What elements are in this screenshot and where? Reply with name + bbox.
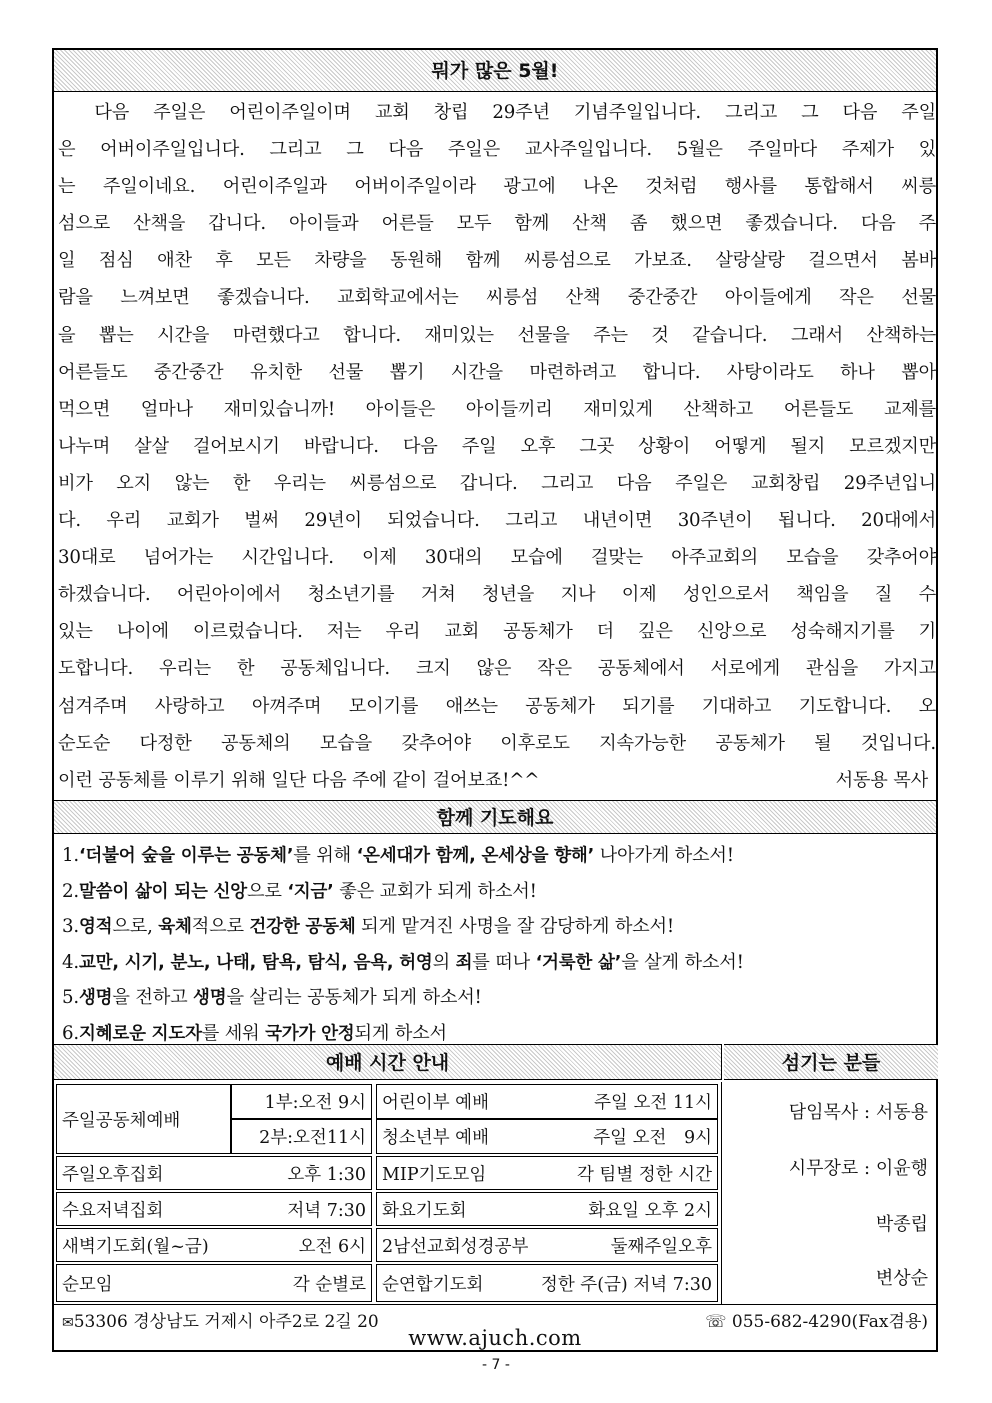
- prayer-text: 를 세워: [201, 1022, 266, 1044]
- article-last-line: [58, 762, 936, 799]
- article-line: 은 어버이주일입니다. 그리고 그 다음 주일은 교사주일입니다. 5월은 주일마다 주제가 있: [58, 139, 936, 161]
- servants-list: [724, 1082, 938, 1304]
- article-line: 는 주일이네요. 어린이주일과 어버이주일이라 광고에 나온 것처럼 행사를 통합해서 씨릉: [58, 176, 936, 198]
- prayer-item: [62, 874, 932, 910]
- prayer-text: 되게 하소서: [354, 1022, 447, 1044]
- article-line: 섬겨주며 사랑하고 아껴주며 모이기를 애쓰는 공동체가 되기를 기대하고 기도합니다. 오: [58, 695, 936, 717]
- prayer-text: 국가가 안정: [265, 1023, 355, 1044]
- prayer-text: 의: [432, 951, 456, 973]
- prayer-text: 을 살게 하소서!: [621, 951, 744, 973]
- prayer-item: [62, 838, 932, 874]
- prayer-text: 으로,: [112, 916, 159, 937]
- schedule-row: 주일오후집회 오후 1:30: [56, 1156, 372, 1190]
- prayer-item: [62, 909, 932, 945]
- bulletin-frame: [52, 48, 938, 1352]
- schedule-table: [54, 1082, 722, 1304]
- footer: [54, 1304, 936, 1351]
- prayer-text: 생명: [193, 988, 227, 1008]
- schedule-row: 새벽기도회(월~금) 오전 6시: [56, 1228, 372, 1262]
- article-title: 뭐가 많은 5월!: [54, 50, 936, 92]
- article-line: 먹으면 얼마나 재미있습니까! 아이들은 아이들끼리 재미있게 산책하고 어른들도 교제를: [58, 398, 936, 420]
- prayer-text: ‘거룩한 삶’: [535, 952, 622, 973]
- prayer-text: ‘지금’: [287, 881, 334, 902]
- article-line: 나누며 살살 걸어보시기 바랍니다. 다음 주일 오후 그곳 상황이 어떻게 될지 모르겠지만: [58, 435, 936, 457]
- website-link[interactable]: www.ajuch.com: [408, 1326, 582, 1350]
- schedule-row: 수요저녁집회 저녁 7:30: [56, 1192, 372, 1226]
- prayer-text: 4.: [62, 951, 79, 973]
- prayer-text: 을 살리는 공동체가 되게 하소서!: [226, 987, 482, 1008]
- prayer-item: [62, 945, 932, 981]
- prayer-text: 영적: [78, 917, 113, 937]
- prayer-text: 을 전하고: [112, 987, 194, 1008]
- article-body: [58, 94, 936, 799]
- servants-title: 섬기는 분들: [724, 1044, 938, 1080]
- article-line: 다음 주일은 어린이주일이며 교회 창립 29주년 기념주일입니다. 그리고 그 다음 주일: [58, 102, 936, 123]
- servant-pastor: 담임목사 : 서동용: [788, 1102, 928, 1123]
- article-line: 도합니다. 우리는 한 공동체입니다. 크지 않은 작은 공동체에서 서로에게 관심을 가지고: [58, 658, 936, 680]
- article-line: 있는 나이에 이르렀습니다. 저는 우리 교회 공동체가 더 깊은 신앙으로 성숙해지기를 기: [58, 621, 936, 643]
- prayer-text: 3.: [62, 916, 79, 937]
- mail-icon: ✉: [62, 1315, 74, 1331]
- schedule-row: 청소년부 예배 주일 오전 9시: [376, 1119, 718, 1154]
- prayer-text: 5.: [62, 987, 79, 1008]
- article-line: 하겠습니다. 어린아이에서 청소년기를 거쳐 청년을 지나 이제 성인으로서 책임을 질 수: [58, 584, 936, 606]
- article-line: 람을 느껴보면 좋겠습니다. 교회학교에서는 씨릉섬 산책 중간중간 아이들에게 작은 선물: [58, 287, 936, 309]
- schedule-row: MIP기도모임 각 팀별 정한 시간: [376, 1156, 718, 1190]
- prayer-text: 지혜로운 지도자: [78, 1023, 202, 1044]
- phone-icon: ☏: [705, 1312, 727, 1332]
- prayer-title: 함께 기도해요: [54, 800, 936, 834]
- schedule-row: 어린이부 예배 주일 오전 11시: [376, 1084, 718, 1119]
- article-signature: 서동용 목사: [835, 769, 928, 791]
- prayer-text: 좋은 교회가 되게 하소서!: [333, 880, 537, 902]
- prayer-text: 말씀이 삶이 되는 신앙: [78, 881, 247, 902]
- address: ✉53306 경상남도 거제시 아주2로 2길 20: [62, 1312, 379, 1332]
- prayer-text: 건강한 공동체: [249, 917, 356, 937]
- prayer-item: [62, 980, 932, 1016]
- prayer-text: 생명: [78, 988, 113, 1008]
- prayer-text: 2.: [62, 880, 79, 902]
- article-line: 어른들도 중간중간 유치한 선물 뽑기 시간을 마련하려고 합니다. 사탕이라도 하나 뽑아: [58, 361, 936, 383]
- article-line: 다. 우리 교회가 벌써 29년이 되었습니다. 그리고 내년이면 30주년이 됩니다. 20대에서: [58, 510, 936, 532]
- prayer-text: 죄: [455, 952, 473, 973]
- prayer-text: 적으로: [191, 916, 250, 937]
- article-line: 순도순 다정한 공동체의 모습을 갖추어야 이후로도 지속가능한 공동체가 될 것입니다.: [58, 732, 936, 754]
- page-number: - 7 -: [482, 1357, 510, 1373]
- article-closing-text: 이런 공동체를 이루기 위해 일단 다음 주에 같이 걸어보죠!^^: [58, 769, 540, 791]
- schedule-row: 2남선교회성경공부 둘째주일오후: [376, 1228, 718, 1262]
- schedule-cell-sunday-first: 1부:오전 9시: [231, 1084, 372, 1119]
- prayer-text: 되게 맡겨진 사명을 잘 감당하게 하소서!: [355, 916, 675, 937]
- prayer-list: [62, 838, 932, 1051]
- servant-elder: 시무장로 : 이윤행: [788, 1158, 928, 1179]
- prayer-text: 를 위해: [293, 845, 357, 866]
- schedule-row: 화요기도회 화요일 오후 2시: [376, 1192, 718, 1226]
- schedule-title: 예배 시간 안내: [54, 1044, 722, 1080]
- prayer-text: ‘더불어 숲을 이루는 공동체’: [78, 846, 294, 866]
- prayer-text: 6.: [62, 1022, 79, 1044]
- prayer-text: 를 떠나: [472, 951, 536, 973]
- prayer-text: 으로: [246, 880, 288, 902]
- schedule-row: 순연합기도회 정한 주(금) 저녁 7:30: [376, 1264, 718, 1302]
- article-line: 섬으로 산책을 갑니다. 아이들과 어른들 모두 함께 산책 좀 했으면 좋겠습니다. 다음 주: [58, 213, 936, 235]
- schedule-row: 순모임 각 순별로: [56, 1264, 372, 1302]
- schedule-cell-sunday-label: 주일공동체예배: [56, 1084, 231, 1154]
- prayer-text: ‘온세대가 함께, 온세상을 향해’: [356, 846, 595, 866]
- servant-elder: 박종립: [875, 1214, 928, 1235]
- article-line: 비가 오지 않는 한 우리는 씨릉섬으로 갑니다. 그리고 다음 주일은 교회창립 29주년입니: [58, 472, 936, 494]
- article-line: 일 점심 애찬 후 모든 차량을 동원해 함께 씨릉섬으로 가보죠. 살랑살랑 걸으면서 봄바: [58, 250, 936, 272]
- phone: ☏ 055-682-4290(Fax겸용): [705, 1312, 928, 1332]
- article-line: 30대로 넘어가는 시간입니다. 이제 30대의 모습에 걸맞는 아주교회의 모습을 갖추어야: [58, 547, 936, 569]
- prayer-text: 육체: [158, 917, 192, 937]
- schedule-cell-sunday-second: 2부:오전11시: [231, 1119, 372, 1154]
- prayer-text: 교만, 시기, 분노, 나태, 탐욕, 탐식, 음욕, 허영: [78, 952, 433, 973]
- prayer-text: 나아가게 하소서!: [594, 845, 734, 866]
- prayer-text: 1.: [62, 845, 79, 866]
- article-line: 을 뽑는 시간을 마련했다고 합니다. 재미있는 선물을 주는 것 같습니다. 그래서 산책하는: [58, 324, 936, 346]
- servant-elder: 변상순: [875, 1268, 928, 1289]
